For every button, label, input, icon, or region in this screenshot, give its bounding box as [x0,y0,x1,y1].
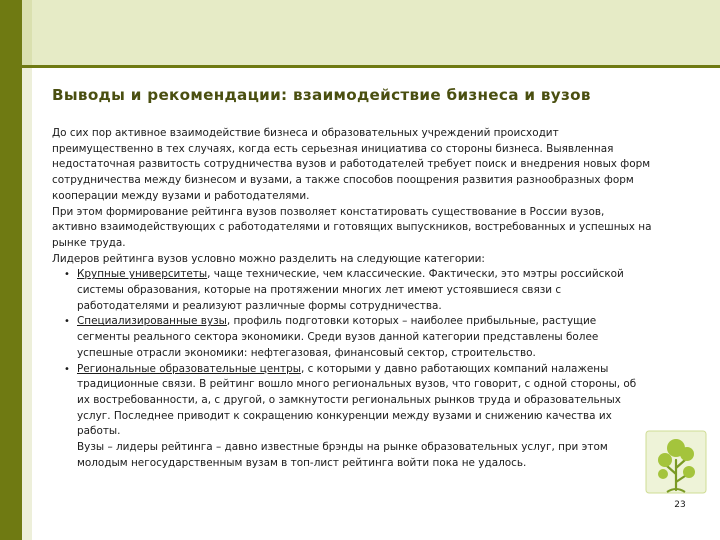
side-stripe [22,0,32,540]
category-text: , чаще технические, чем классические. Фактически, это мэтры российской системы образования, которые на протяжении многих лет имеют устоявшиеся связи с работодателями и реализуют различные формы сотрудничества. [77,268,624,312]
paragraph-intro: До сих пор активное взаимодействие бизнеса и образовательных учреждений происходит преимущественно в тех случаях, когда есть серьезная инициатива со стороны бизнеса. Выявленная недостаточная развитость сотрудничества вузов и работодателей требует поиск и внедрения новых форм сотрудничества между бизнесом и вузами, а также способов поощрения развития разнообразных форм кооперации между вузами и работодателями. [52,127,651,202]
page-number: 23 [674,500,686,510]
tree-icon [645,430,707,500]
category-term: Крупные университеты [77,268,208,281]
paragraph-conclusion: Вузы – лидеры рейтинга – давно известные брэнды на рынке образовательных услуг, при этом молодым негосударственным вузам в топ-лист рейтинга войти пока не удалось. [77,441,608,469]
paragraph-categories: Лидеров рейтинга вузов условно можно разделить на следующие категории: [52,252,485,265]
category-term: Региональные образовательные центры [77,362,301,375]
bullet-icon: • [64,363,70,375]
slide-title: Выводы и рекомендации: взаимодействие бизнеса и вузов [52,86,591,104]
left-accent-bar [0,0,22,540]
category-text: , с которыми у давно работающих компаний налажены традиционные связи. В рейтинг вошло много региональных вузов, что говорит, с одной стороны, об их востребованности, а, с другой, о замкнутости региональных рынков труда и образовательных услуг. Последнее приводит к сокращению конкуренции между вузами и снижению качества их работы. [77,362,637,438]
category-list [52,267,652,440]
header-rule [22,65,720,68]
paragraph-rating: При этом формирование рейтинга вузов позволяет констатировать существование в России вузов, активно взаимодействующих с работодателями и готовящих выпускников, востребованных и успешных на рынке труда. [52,205,652,249]
list-item [52,362,652,441]
bullet-icon: • [64,269,70,281]
category-term: Специализированные вузы [77,315,227,328]
list-item [52,314,652,361]
list-item [52,267,652,314]
header-band [22,0,720,65]
slide-body [52,126,652,471]
category-text: , профиль подготовки которых – наиболее прибыльные, растущие сегменты реального сектора экономики. Среди вузов данной категории представлены более успешные отрасли экономики: нефтегазовая, финансовый сектор, строительство. [77,315,599,359]
bullet-icon: • [64,316,70,328]
